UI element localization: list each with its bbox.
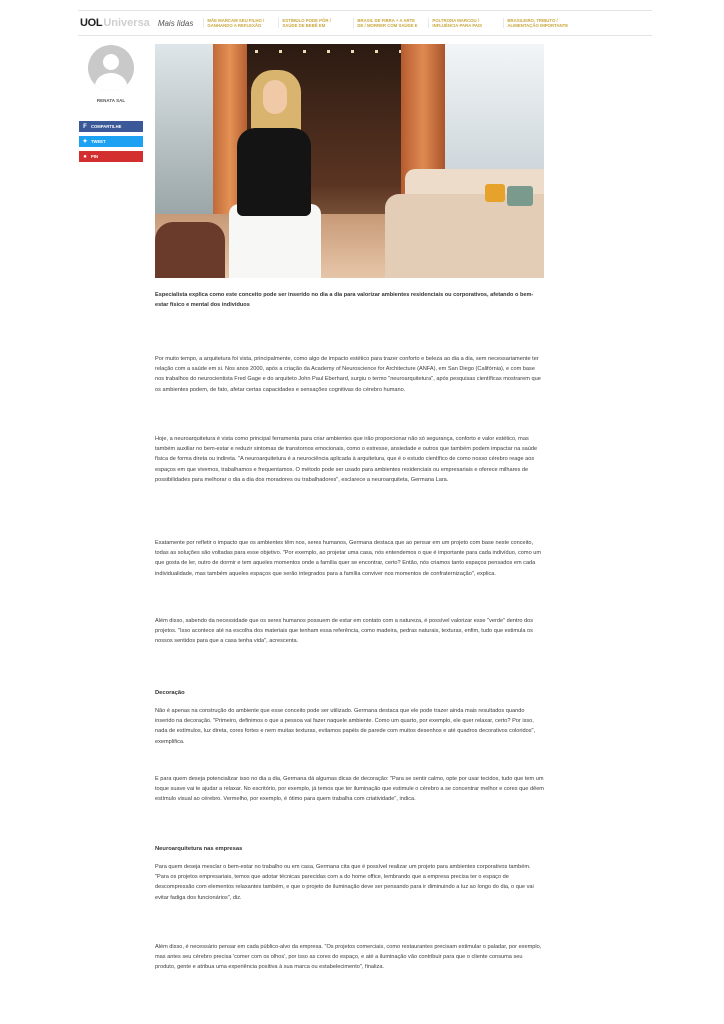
nav-link-4[interactable]: POLTRONA MARCOU / INFLUÊNCIA PARA PAIS — [428, 18, 494, 28]
article-paragraph: Além disso, é necessário pensar em cada público-alvo da empresa. "Os projetos comerciais, como restaurantes precisam estimular o paladar, por exemplo, mas antes seu cérebro precisa 'comer com os olhos', por isso as cores do espaço, e até a iluminação vão contribuir para que o cliente consuma seu produto, gente e atribua uma experiência positiva à sua marca ou estabelecimento", finaliza. — [155, 944, 542, 971]
article-paragraph: Para quem deseja mesclar o bem-estar no trabalho ou em casa, Germana cita que é possível realizar um projeto para ambientes corporativos também. "Para os projetos empresariais, temos que adotar técnicas parecidas com a do home office, lembrando que a empresa precisa ter o espaço de descompressão com elementos relaxantes também, e que o projeto de iluminação deve ser pensando para ir diminuindo a luz ao longo do dia, o que vai evitar fadiga dos funcionários", diz. — [155, 864, 534, 901]
nav-link-3[interactable]: BRASIL DE FIBRA + A ARTE DE / MORRER COM SAÚDE E — [353, 18, 419, 28]
twitter-icon: ✦ — [82, 139, 88, 145]
article-paragraph: E para quem deseja potencializar isso no dia a dia, Germana dá algumas dicas de decoração: "Para se sentir calmo, opte por usar tecidos, tudo que tem um toque suave vai te ajudar a relaxar. No escritório, por exemplo, já temos que ter iluminação que estimule o cérebro a se concentrar melhor e cores que dêem estímulo visual ao cérebro. Vermelho, por exemplo, é ótimo para quem trabalha com criatividade", indica. — [155, 776, 544, 803]
top-navigation — [78, 10, 652, 36]
article-paragraph: Por muito tempo, a arquitetura foi vista, principalmente, como algo de impacto estético para trazer conforto e beleza ao dia a dia, sem necessariamente ter relação com a saúde em si. Nos anos 2000, após a criação da Academy of Neuroscience for Architecture (ANFA), em San Diego (Califórnia), e com base nos trabalhos do neurocientista Fred Gage e do arquiteto John Paul Eberhard, surgiu o termo "neuroarquitetura", após pesquisas científicas mostrarem que os ambientes podem, de fato, afetar certas capacidades e sensações cognitivas do cérebro humano. — [155, 356, 541, 393]
site-logo-sub: Universa — [103, 17, 150, 29]
nav-link-1[interactable]: MÃE MARCAM SEU FILHO / GANHANDO A REFLEXÃO — [203, 18, 269, 28]
article-paragraph: Além disso, sabendo da necessidade que os seres humanos possuem de estar em contato com a natureza, é possível valorizar esse "verde" dentro dos projetos. "Isso acontece até na escolha dos materiais que tenham essa referência, como madeira, pedras naturais, texturas, enfim, tudo que estimula os nossos sentidos para que a casa tenha vida", acrescenta. — [155, 618, 534, 645]
share-twitter-button[interactable] — [79, 136, 143, 147]
nav-link-5[interactable]: BRASILEIRO, TRIBUTO / ALIMENTAÇÃO IMPORTANTE — [503, 18, 569, 28]
photo-caption: Especialista explica como este conceito pode ser inserido no dia a dia para valorizar ambientes residenciais ou corporativos, afetando o bem-estar físico e mental dos indivíduos — [155, 292, 534, 308]
share-facebook-button[interactable] — [79, 121, 143, 132]
author-avatar — [88, 45, 134, 91]
share-pinterest-button[interactable] — [79, 151, 143, 162]
site-logo[interactable]: UOL — [80, 17, 103, 29]
facebook-icon: F — [83, 123, 87, 130]
share-pinterest-label: PIN — [91, 154, 98, 159]
article-paragraph: Não é apenas na construção do ambiente que esse conceito pode ser utilizado. Germana destaca que ele pode trazer ainda mais resultados quando inserido na decoração. "Primeiro, definimos o que a pessoa vai fazer naquele ambiente. Como um quarto, por exemplo, ele quer relaxar, certo? Por isso, nada de estímulos, luz direta, cores fortes e nem muitas texturas, evitamos papéis de parede com muitos desenhos e até quadros decorativos coloridos", exemplifica. — [155, 708, 536, 745]
section-heading-decor: Decoração — [155, 690, 185, 696]
share-facebook-label: COMPARTILHE — [91, 124, 122, 129]
most-read-label: Mais lidas — [157, 18, 194, 28]
article-paragraph: Exatamente por refletir o impacto que os ambientes têm nos, seres humanos, Germana destaca que ao pensar em um projeto com base neste conceito, todas as soluções são voltadas para esse objetivo. "Por exemplo, ao projetar uma casa, nós entendemos o que é importante para cada indivíduo, como um que gosta de ler, outro de dormir e tem aqueles momentos onde a família quer se encontrar, certo? Então, nós criamos tanto espaços pensados em cada individualidade, mas também aqueles espaços que serão integrados para a família conviver nos momentos de confraternização", explica. — [155, 540, 542, 577]
hero-photo — [155, 44, 544, 278]
nav-link-2[interactable]: ESTÍMULO PODE PÔR / SAÚDE DE BEBÊ EM — [278, 18, 344, 28]
section-heading-business: Neuroarquitetura nas empresas — [155, 846, 243, 852]
author-name: RENATA SAL — [96, 98, 126, 103]
share-twitter-label: TWEET — [91, 139, 106, 144]
pinterest-icon: ● — [83, 153, 87, 160]
article-paragraph: Hoje, a neuroarquitetura é vista como principal ferramenta para criar ambientes que irão proporcionar não só segurança, conforto e valor estético, mas também auxiliar no bem-estar e reduzir sintomas de transtornos emocionais, como o estresse, ansiedade e outros que também podem impactar na saúde física de forma direta ou indireta. "A neuroarquitetura é a neurociência aplicada à arquitetura, que é o estudo científico de como nosso cérebro reage aos espaços em que vivemos, trabalhamos e frequentamos. O método pode ser usado para ambientes residenciais ou empresariais e oferece milhares de possibilidades para melhorar o dia a dia dos moradores ou trabalhadores", esclarece a neuroarquiteta, Germana Lara. — [155, 436, 538, 483]
